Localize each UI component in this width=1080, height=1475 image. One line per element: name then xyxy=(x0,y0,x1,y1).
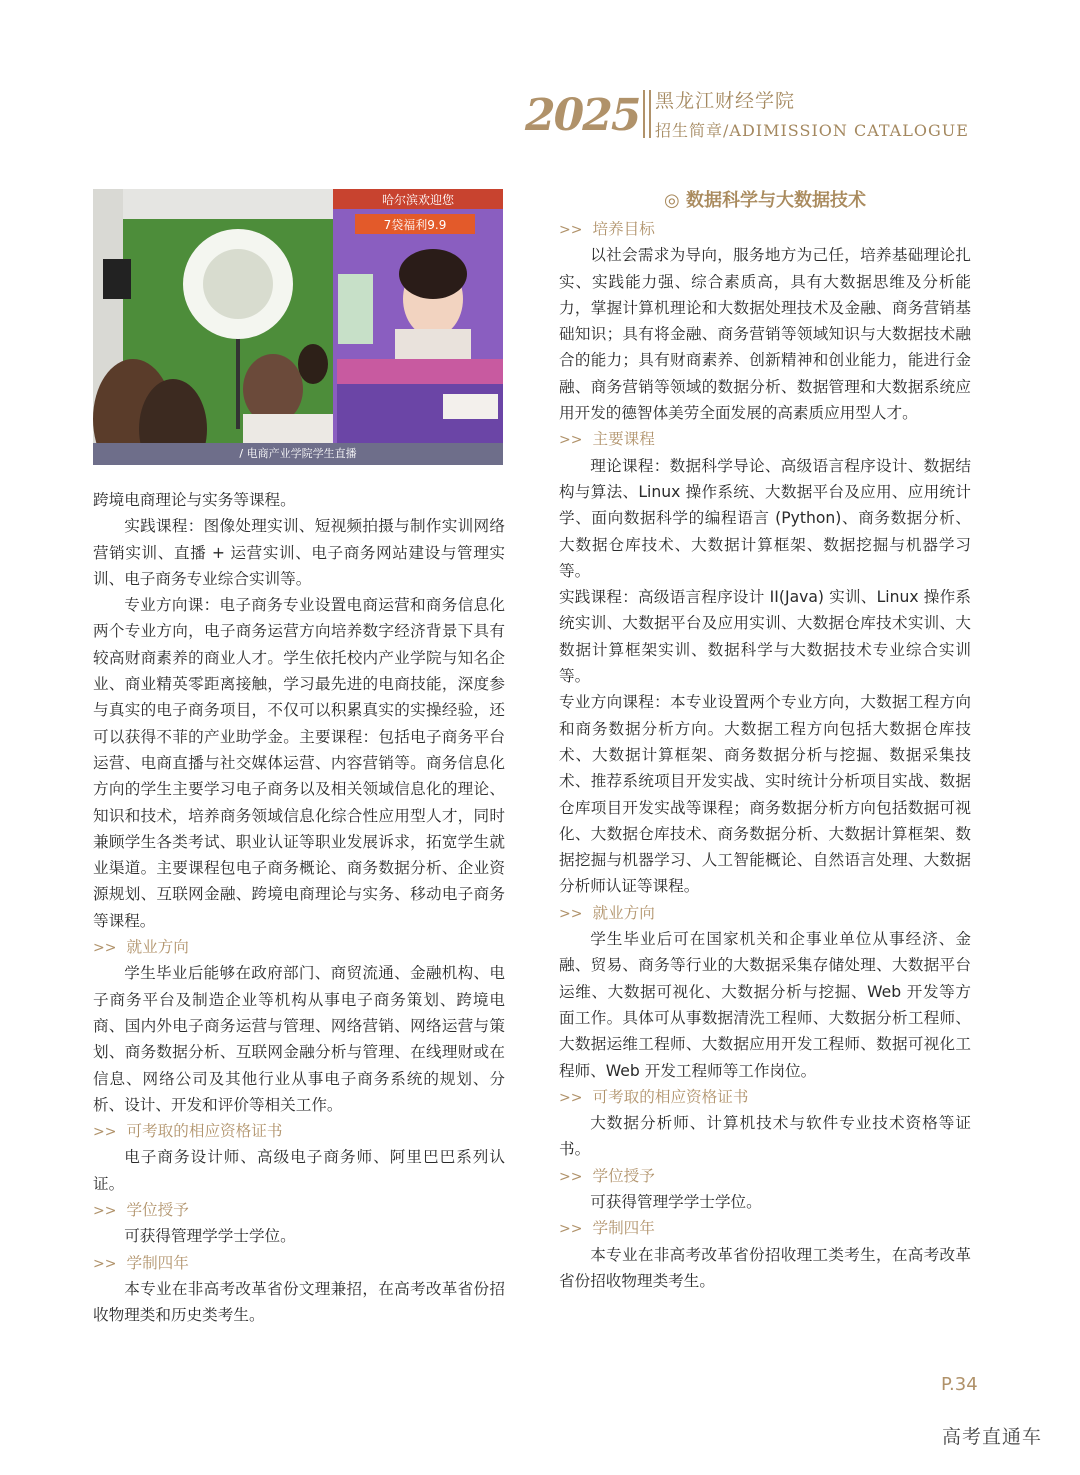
header-divider-2 xyxy=(649,90,651,138)
livestream-photo xyxy=(93,189,503,465)
arrow-icon: >> xyxy=(559,1168,583,1185)
svg-text:哈尔滨欢迎您: 哈尔滨欢迎您 xyxy=(381,193,455,207)
page-number: P.34 xyxy=(941,1374,978,1395)
section-heading: >> 培养目标 xyxy=(559,220,655,238)
paragraph: 可获得管理学学士学位。 xyxy=(124,1227,296,1246)
paragraph: 以社会需求为导向，服务地方为己任，培养基础理论扎实、实践能力强、综合素质高，具有大数据思维及分析能力，掌握计算机理论和大数据处理技术及金融、商务营销基础知识；具有将金融、商务营销等领域知识与大数据技术融合的能力；具有财商素养、创新精神和创业能力，能进行金融、商务营销等领域的数据分析、数据管理和大数据系统应用开发的德智体美劳全面发展的高素质应用型人才。 xyxy=(559,246,971,423)
arrow-icon: >> xyxy=(559,222,583,238)
paragraph: 学生毕业后可在国家机关和企事业单位从事经济、金融、贸易、商务等行业的大数据采集存储处理、大数据平台运维、大数据可视化、大数据分析与挖掘、Web 开发等方面工作。具体可从事数据清洗工程师、大数据分析工程师、大数据运维工程师、大数据应用开发工程师、数据可视化工程师、Web 开发工程师等工作岗位。 xyxy=(559,930,971,1080)
section-heading: >> 可考取的相应资格证书 xyxy=(93,1122,283,1141)
paragraph: 电子商务设计师、高级电子商务师、阿里巴巴系列认证。 xyxy=(93,1148,505,1193)
section-heading: >> 学制四年 xyxy=(559,1219,655,1238)
paragraph: 实践课程：图像处理实训、短视频拍摄与制作实训网络营销实训、直播 + 运营实训、电子商务网站建设与管理实训、电子商务专业综合实训等。 xyxy=(93,517,505,588)
arrow-icon: >> xyxy=(559,1089,583,1106)
section-heading: >> 学位授予 xyxy=(559,1166,655,1185)
paragraph: 可获得管理学学士学位。 xyxy=(590,1192,762,1211)
section-heading: >> 学制四年 xyxy=(93,1253,189,1272)
paragraph: 理论课程：数据科学导论、高级语言程序设计、数据结构与算法、Linux 操作系统、大数据平台及应用、应用统计学、面向数据科学的编程语言 (Python)、商务数据分析、大数据仓库技术、大数据计算框架、数据挖掘与机器学习等。 xyxy=(559,456,971,580)
arrow-icon: >> xyxy=(559,905,583,922)
paragraph: 专业方向课：电子商务专业设置电商运营和商务信息化两个专业方向，电子商务运营方向培养数字经济背景下具有较高财商素养的商业人才。学生依托校内产业学院与知名企业、商业精英零距离接触，学习最先进的电商技能，深度参与真实的电子商务项目，不仅可以积累真实的实操经验，还可以获得不菲的产业助学金。主要课程：包括电子商务平台运营、电商直播与社交媒体运营、内容营销等。商务信息化方向的学生主要学习电子商务以及相关领域信息化的理论、知识和技术，培养商务领域信息化综合性应用型人才，同时兼顾学生各类考试、职业认证等职业发展诉求，拓宽学生就业渠道。主要课程包电子商务概论、商务数据分析、企业资源规划、互联网金融、跨境电商理论与实务、移动电子商务等课程。 xyxy=(93,596,505,930)
svg-text:7袋福利9.9: 7袋福利9.9 xyxy=(383,218,447,232)
major-title: ◎ 数据科学与大数据技术 xyxy=(664,190,866,211)
header-divider xyxy=(643,90,645,138)
arrow-icon: >> xyxy=(93,1124,117,1141)
watermark: 高考直通车 xyxy=(942,1426,1043,1448)
section-heading: >> 主要课程 xyxy=(559,430,655,449)
paragraph: 专业方向课程：本专业设置两个专业方向，大数据工程方向和商务数据分析方向。大数据工程方向包括大数据仓库技术、大数据计算框架、商务数据分析与挖掘、数据采集技术、推荐系统项目开发实战、实时统计分析项目实战、数据仓库项目开发实战等课程；商务数据分析方向包括数据可视化、大数据仓库技术、商务数据分析、大数据计算框架、数据挖掘与机器学习、人工智能概论、自然语言处理、大数据分析师认证等课程。 xyxy=(559,693,971,896)
arrow-icon: >> xyxy=(559,1221,583,1238)
section-heading: >> 可考取的相应资格证书 xyxy=(559,1087,749,1106)
paragraph: 学生毕业后能够在政府部门、商贸流通、金融机构、电子商务平台及制造企业等机构从事电子商务策划、跨境电商、国内外电子商务运营与管理、网络营销、网络运营与策划、商务数据分析、互联网金融分析与管理、在线理财或在信息、网络公司及其他行业从事电子商务系统的规划、分析、设计、开发和评价等相关工作。 xyxy=(93,964,505,1114)
photo-illustration xyxy=(93,189,503,465)
arrow-icon: >> xyxy=(559,432,583,449)
paragraph: 大数据分析师、计算机技术与软件专业技术资格等证书。 xyxy=(559,1114,971,1159)
left-column xyxy=(93,487,505,1329)
paragraph: 实践课程：高级语言程序设计 II(Java) 实训、Linux 操作系统实训、大数据平台及应用实训、大数据仓库技术实训、大数据计算框架实训、数据科学与大数据技术专业综合实训等。 xyxy=(559,588,971,686)
catalogue-title: 招生简章/ADIMISSION CATALOGUE xyxy=(655,121,969,140)
school-name: 黑龙江财经学院 xyxy=(655,90,796,112)
photo-caption: / 电商产业学院学生直播 xyxy=(93,443,503,465)
year-logo: 2025 xyxy=(525,90,640,141)
paragraph: 跨境电商理论与实务等课程。 xyxy=(93,491,296,509)
section-heading: >> 就业方向 xyxy=(93,938,189,957)
arrow-icon: >> xyxy=(93,1255,117,1272)
page-header xyxy=(525,84,995,144)
arrow-icon: >> xyxy=(93,940,117,957)
section-heading: >> 学位授予 xyxy=(93,1201,189,1220)
right-column xyxy=(559,216,971,1294)
arrow-icon: >> xyxy=(93,1203,117,1220)
paragraph: 本专业在非高考改革省份招收理工类考生，在高考改革省份招收物理类考生。 xyxy=(559,1245,971,1290)
paragraph: 本专业在非高考改革省份文理兼招，在高考改革省份招收物理类和历史类考生。 xyxy=(93,1279,505,1325)
section-heading: >> 就业方向 xyxy=(559,903,655,922)
